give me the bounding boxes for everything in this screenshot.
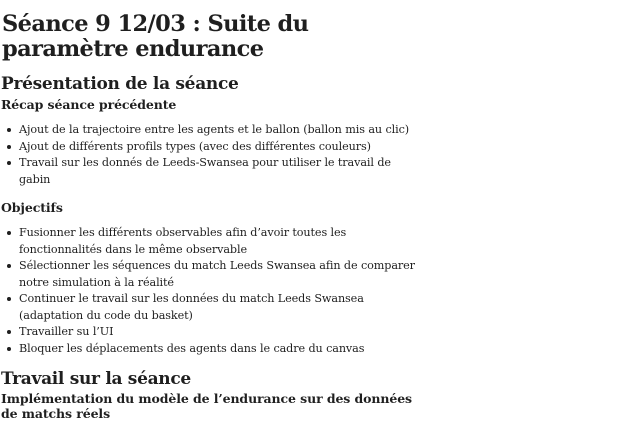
subheading-recap: Récap séance précédente: [1, 97, 177, 112]
section-heading-work: Travail sur la séance: [1, 369, 191, 389]
subheading-objectives: Objectifs: [1, 200, 63, 215]
objectives-list: [0, 225, 420, 357]
section-heading-presentation: Présentation de la séance: [1, 74, 239, 94]
subheading-endurance-model: Implémentation du modèle de l’endurance sur des données de matchs réels: [1, 391, 412, 421]
recap-list: [0, 122, 420, 188]
list-item: Continuer le travail sur les données du match Leeds Swansea (adaptation du code du basket): [0, 291, 420, 324]
list-item: Ajout de différents profils types (avec des différentes couleurs): [0, 139, 420, 156]
list-item: Travail sur les donnés de Leeds-Swansea pour utiliser le travail de gabin: [0, 155, 420, 188]
list-item: Fusionner les différents observables afin d’avoir toutes les fonctionnalités dans le même observable: [0, 225, 420, 258]
list-item: Travailler su l’UI: [0, 324, 420, 341]
list-item: Bloquer les déplacements des agents dans le cadre du canvas: [0, 341, 420, 358]
list-item: Sélectionner les séquences du match Leeds Swansea afin de comparer notre simulation à la réalité: [0, 258, 420, 291]
page-title: Séance 9 12/03 : Suite du paramètre endurance: [2, 11, 309, 62]
list-item: Ajout de la trajectoire entre les agents et le ballon (ballon mis au clic): [0, 122, 420, 139]
